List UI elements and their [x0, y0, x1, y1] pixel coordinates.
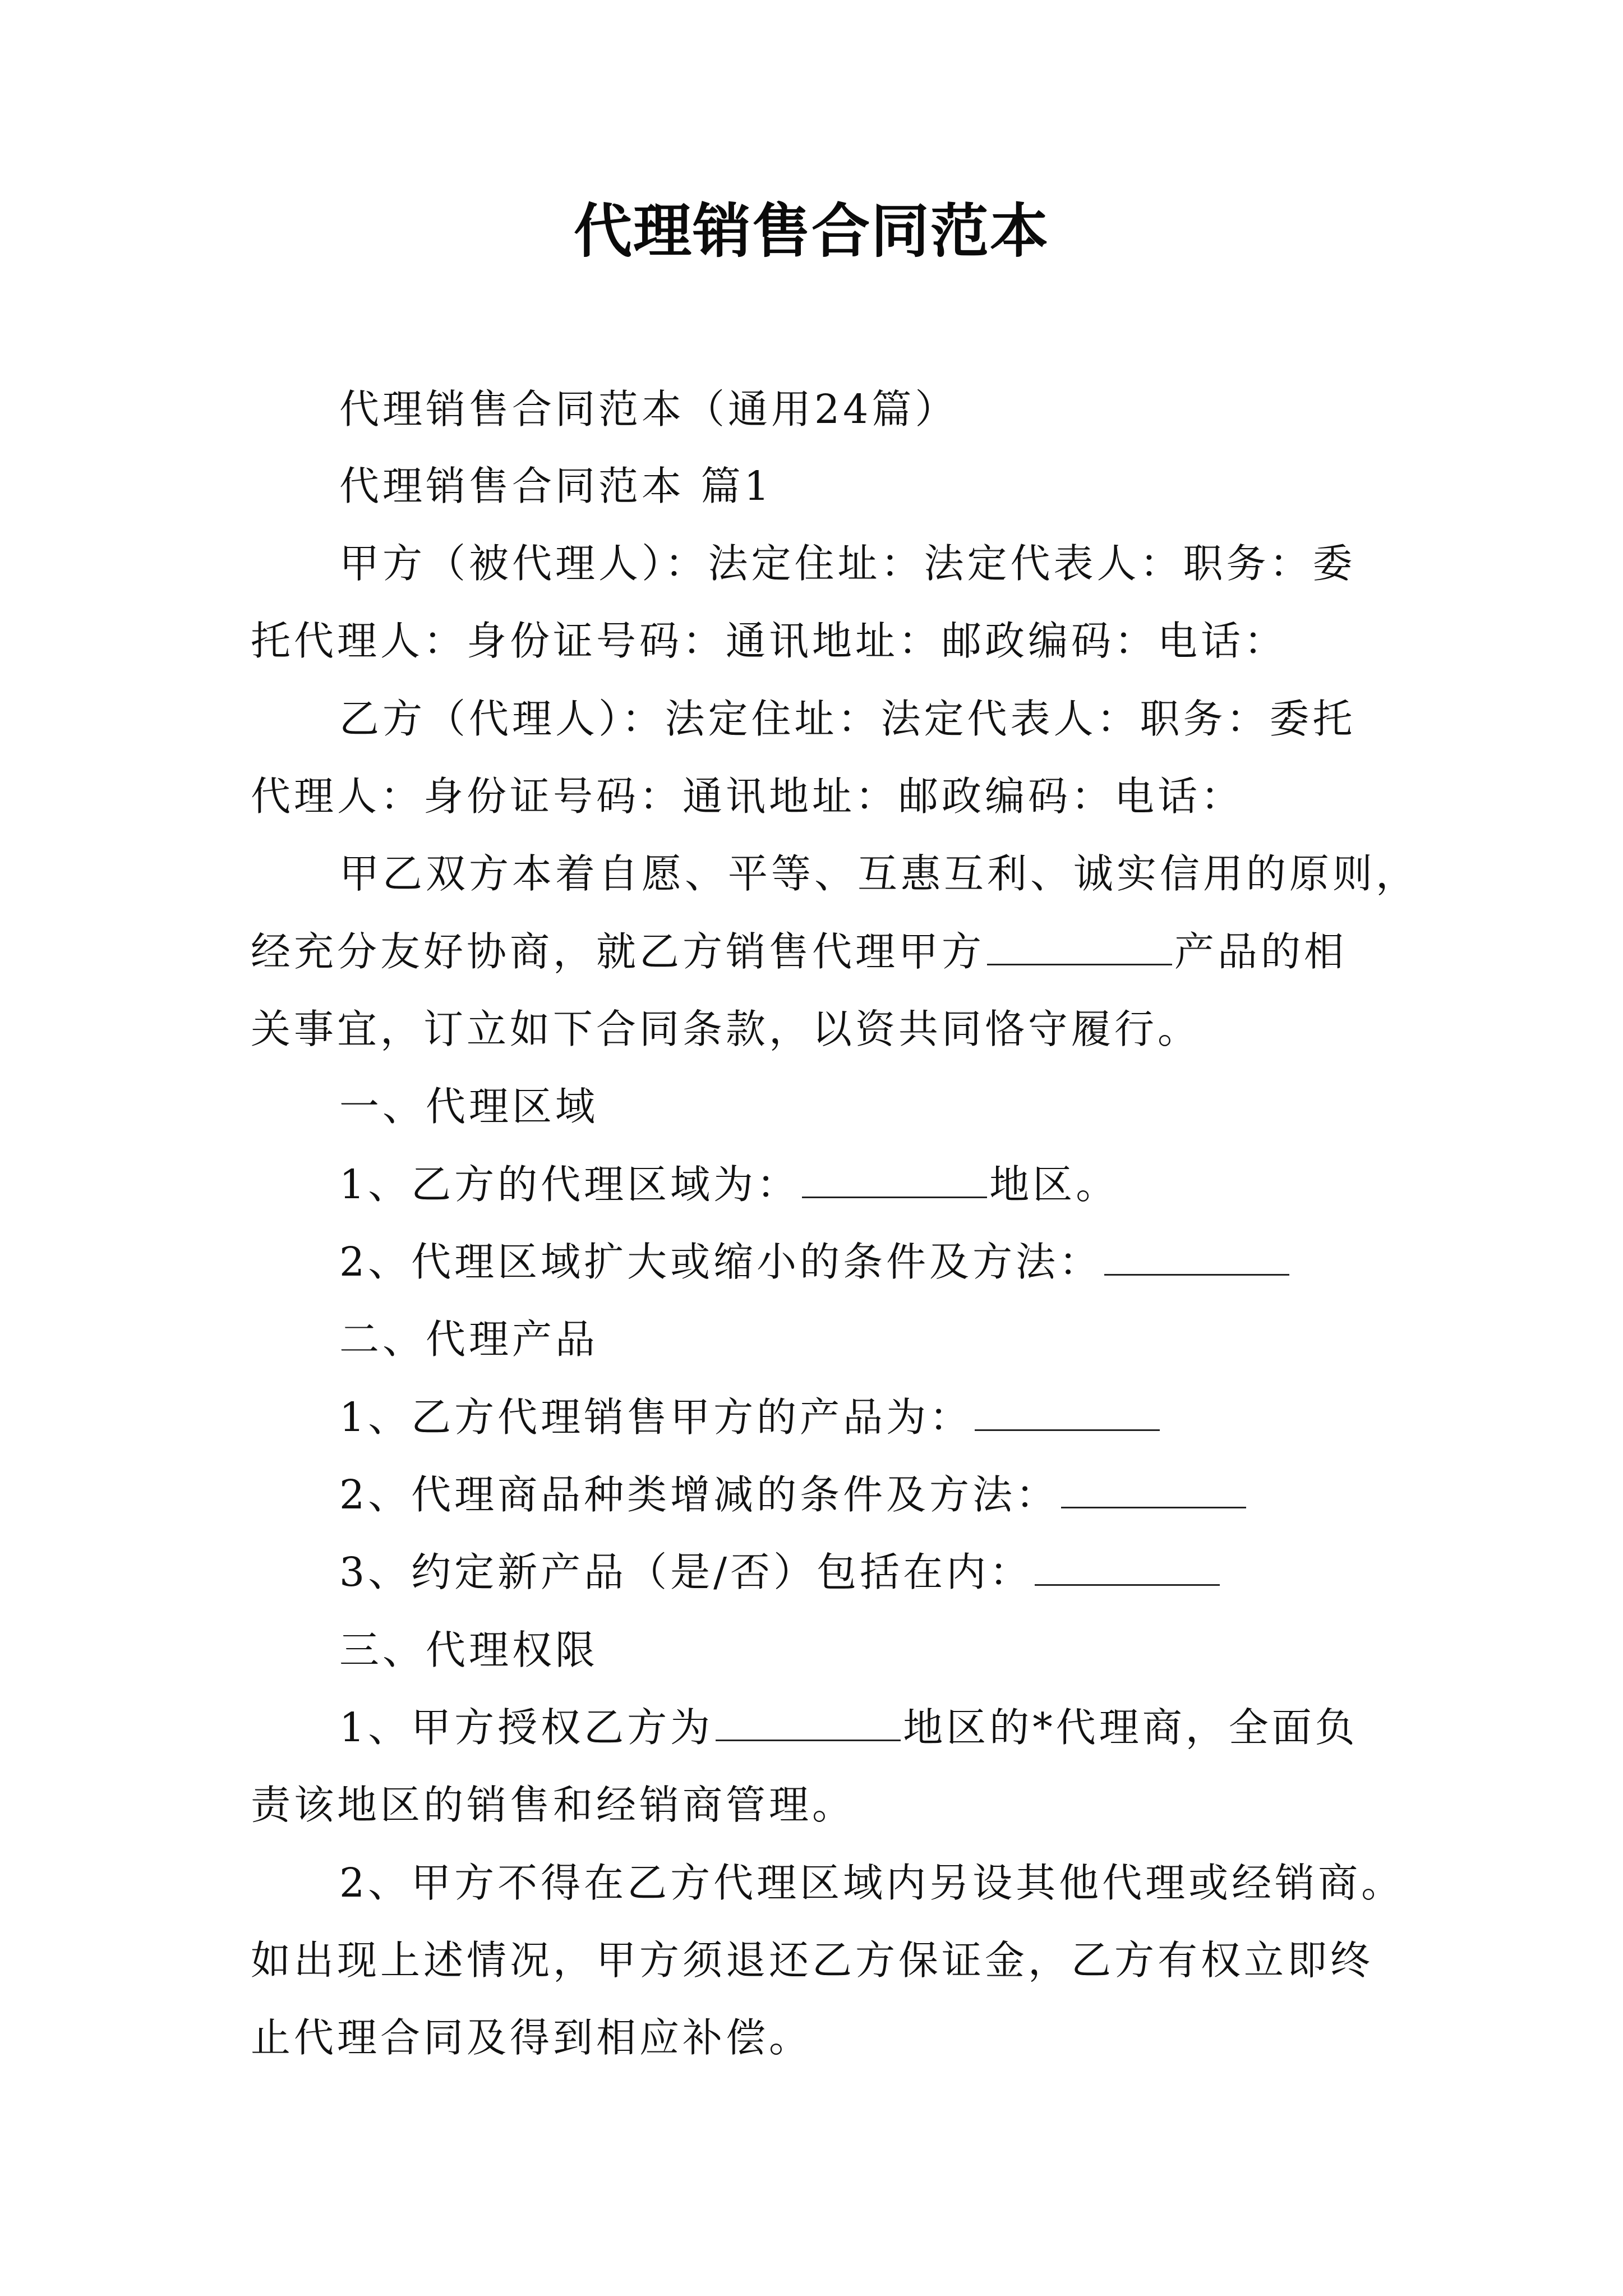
section-1-item-2-text: 2、代理区域扩大或缩小的条件及方法： — [339, 1239, 1103, 1285]
section-1-item-2 — [339, 1234, 1478, 1290]
product-blank — [987, 931, 1172, 965]
products-blank — [975, 1397, 1160, 1431]
authorized-region-blank — [716, 1707, 901, 1741]
party-b-line-1: 乙方（代理人）：法定住址：法定代表人：职务：委托 — [339, 696, 1356, 742]
party-b-line-2: 代理人：身份证号码：通讯地址：邮政编码：电话： — [251, 773, 1244, 820]
section-2-item-1 — [339, 1389, 1478, 1446]
new-products-blank — [1035, 1552, 1220, 1586]
section-1-item-1-text-b: 地区。 — [989, 1161, 1119, 1208]
section-2-item-3-text: 3、约定新产品（是/否）包括在内： — [339, 1549, 1033, 1595]
section-3-item-1-text-b: 地区的*代理商，全面负 — [903, 1704, 1358, 1751]
party-a-line-1: 甲方（被代理人）：法定住址：法定代表人：职务：委 — [339, 540, 1356, 587]
chapter-heading: 代理销售合同范本 篇1 — [339, 463, 773, 509]
section-3-item-1-line-2: 责该地区的销售和经销商管理。 — [251, 1782, 856, 1828]
intro-line-2 — [251, 924, 1389, 980]
section-3-item-1-line-1 — [339, 1700, 1478, 1756]
intro-line-3: 关事宜，订立如下合同条款，以资共同恪守履行。 — [251, 1006, 1201, 1052]
section-3-item-2-line-2: 如出现上述情况，甲方须退还乙方保证金，乙方有权立即终 — [251, 1937, 1374, 1984]
document-title: 代理销售合同范本 — [573, 196, 1049, 265]
section-1-item-1 — [339, 1157, 1478, 1213]
section-2-item-3 — [339, 1544, 1478, 1600]
section-3-item-1-text-a: 1、甲方授权乙方为 — [339, 1704, 714, 1751]
intro-line-2-text-b: 产品的相 — [1174, 928, 1348, 975]
document-subtitle: 代理销售合同范本（通用24篇） — [339, 386, 958, 432]
intro-line-2-text-a: 经充分友好协商，就乙方销售代理甲方 — [251, 928, 985, 975]
section-2-item-1-text: 1、乙方代理销售甲方的产品为： — [339, 1394, 973, 1441]
region-change-blank — [1104, 1241, 1289, 1276]
section-heading-3: 三、代理权限 — [339, 1627, 599, 1673]
section-2-item-2-text: 2、代理商品种类增减的条件及方法： — [339, 1471, 1059, 1518]
product-range-change-blank — [1061, 1474, 1246, 1508]
section-3-item-2-line-1: 2、甲方不得在乙方代理区域内另设其他代理或经销商。 — [339, 1860, 1405, 1906]
section-1-item-1-text-a: 1、乙方的代理区域为： — [339, 1161, 800, 1208]
region-blank — [802, 1164, 987, 1198]
intro-line-1: 甲乙双方本着自愿、平等、互惠互利、诚实信用的原则， — [339, 850, 1419, 897]
section-heading-1: 一、代理区域 — [339, 1083, 599, 1130]
party-a-line-2: 托代理人：身份证号码：通讯地址：邮政编码：电话： — [251, 618, 1288, 664]
section-2-item-2 — [339, 1467, 1478, 1523]
section-3-item-2-line-3: 止代理合同及得到相应补偿。 — [251, 2014, 813, 2061]
section-heading-2: 二、代理产品 — [339, 1316, 599, 1363]
